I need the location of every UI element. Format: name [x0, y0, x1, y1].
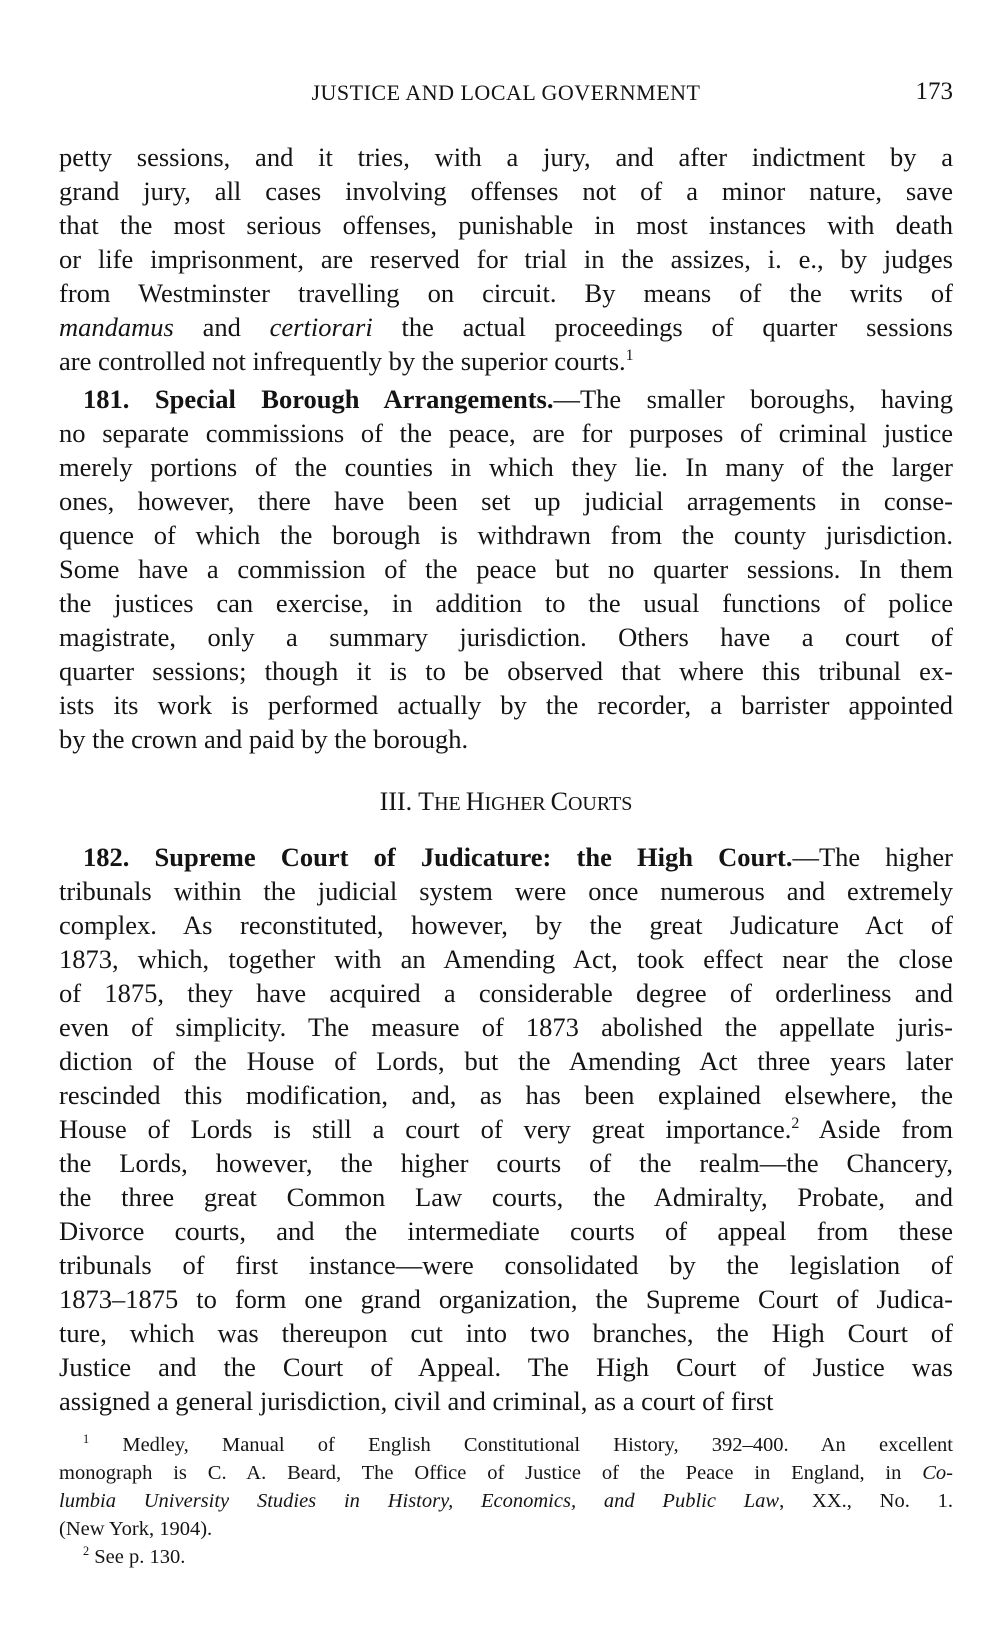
text-line	[59, 976, 953, 1010]
text-segment: even of simplicity. The measure of 1873 abolished the appellate juris-	[59, 1012, 953, 1042]
text-segment: (New York, 1904).	[59, 1518, 213, 1540]
text-line	[59, 942, 953, 976]
text-line	[59, 1146, 953, 1180]
text-line	[59, 908, 953, 942]
text-segment: Divorce courts, and the intermediate courts of appeal from these	[59, 1216, 953, 1246]
text-line	[59, 344, 953, 378]
text-segment: ists its work is performed actually by the recorder, a barrister appointed	[59, 690, 953, 720]
text-segment: grand jury, all cases involving offenses not of a minor nature, save	[59, 176, 953, 206]
text-segment: the justices can exercise, in addition to the usual functions of police	[59, 588, 953, 618]
text-line	[59, 382, 953, 416]
text-line	[59, 840, 953, 874]
heading-text: OURTS	[567, 793, 633, 815]
footnote-ref: 2	[83, 1544, 90, 1559]
text-segment: 1873–1875 to form one grand organization, the Supreme Court of Judica-	[59, 1284, 953, 1314]
heading-text: H	[465, 787, 485, 816]
text-segment: Justice and the Court of Appeal. The High Court of Justice was	[59, 1352, 953, 1382]
text-line	[59, 518, 953, 552]
text-line	[59, 174, 953, 208]
text-segment: petty sessions, and it tries, with a jury, and after indictment by a	[59, 142, 953, 172]
text-segment: or life imprisonment, are reserved for trial in the assizes, i. e., by judges	[59, 244, 953, 274]
text-segment: rescinded this modification, and, as has been explained elsewhere, the	[59, 1080, 953, 1110]
text-line	[59, 208, 953, 242]
text-segment: are controlled not infrequently by the superior courts.	[59, 346, 626, 376]
text-line	[59, 1316, 953, 1350]
italic-text: mandamus	[59, 312, 174, 342]
text-line	[59, 276, 953, 310]
text-segment: —The higher	[792, 842, 953, 872]
text-line	[59, 1078, 953, 1112]
text-segment: Aside from	[799, 1114, 953, 1144]
heading-text: T	[418, 787, 435, 816]
text-segment: quarter sessions; though it is to be observed that where this tribunal ex-	[59, 656, 953, 686]
text-segment: merely portions of the counties in which they lie. In many of the larger	[59, 452, 953, 482]
text-line	[59, 416, 953, 450]
text-segment: tribunals within the judicial system were once numerous and extremely	[59, 876, 953, 906]
text-segment: quence of which the borough is withdrawn from the county jurisdiction.	[59, 520, 953, 550]
footnote-ref: 2	[791, 1115, 800, 1133]
text-segment: See p. 130.	[89, 1546, 186, 1568]
text-segment: complex. As reconstituted, however, by the great Judicature Act of	[59, 910, 953, 940]
text-segment: assigned a general jurisdiction, civil and criminal, as a court of first	[59, 1386, 774, 1416]
text-segment: Some have a commission of the peace but no quarter sessions. In them	[59, 554, 953, 584]
text-segment: the three great Common Law courts, the Admiralty, Probate, and	[59, 1182, 953, 1212]
text-line	[59, 1180, 953, 1214]
text-segment: the actual proceedings of quarter sessions	[372, 312, 953, 342]
text-segment: —The smaller boroughs, having	[553, 384, 953, 414]
text-segment: monograph is C. A. Beard, The Office of Justice of the Peace in England, in	[59, 1462, 923, 1484]
text-line	[59, 1350, 953, 1384]
text-line	[59, 586, 953, 620]
page-number: 173	[915, 78, 953, 105]
italic-text: lumbia University Studies in History, Economics, and Public Law	[59, 1490, 780, 1512]
text-line	[59, 722, 953, 756]
text-line	[59, 620, 953, 654]
text-segment: magistrate, only a summary jurisdiction. Others have a court of	[59, 622, 953, 652]
italic-text: Co-	[922, 1462, 953, 1484]
text-segment: Medley, Manual of English Constitutional History, 392–400. An excellent	[89, 1434, 953, 1456]
text-line	[59, 1248, 953, 1282]
text-line	[59, 1282, 953, 1316]
text-line	[59, 874, 953, 908]
text-line	[59, 484, 953, 518]
text-segment: the Lords, however, the higher courts of the realm—the Chancery,	[59, 1148, 953, 1178]
text-line	[59, 450, 953, 484]
heading-text: C	[550, 787, 568, 816]
text-line	[59, 242, 953, 276]
running-header	[59, 76, 953, 110]
italic-text: certiorari	[269, 312, 373, 342]
text-line	[59, 1044, 953, 1078]
paragraph-title: 181. Special Borough Arrangements.	[83, 384, 554, 414]
text-segment: , XX., No. 1.	[779, 1490, 953, 1512]
text-segment: and	[173, 312, 270, 342]
text-line	[59, 1010, 953, 1044]
footnote-line	[59, 1459, 953, 1487]
paragraph-title: 182. Supreme Court of Judicature: the High Court.	[83, 842, 793, 872]
text-line	[59, 654, 953, 688]
heading-text: IGHER	[484, 793, 551, 815]
text-line	[59, 552, 953, 586]
text-segment: of 1875, they have acquired a considerable degree of orderliness and	[59, 978, 953, 1008]
footnote-ref: 1	[83, 1432, 90, 1447]
text-line	[59, 688, 953, 722]
footnote-line	[59, 1487, 953, 1515]
text-line	[59, 1214, 953, 1248]
text-segment: no separate commissions of the peace, are for purposes of criminal justice	[59, 418, 953, 448]
footnote-line	[59, 1515, 953, 1543]
text-segment: tribunals of first instance—were consolidated by the legislation of	[59, 1250, 953, 1280]
text-line	[59, 140, 953, 174]
section-heading	[59, 785, 953, 821]
running-title: JUSTICE AND LOCAL GOVERNMENT	[311, 80, 701, 105]
footnote-line	[59, 1431, 953, 1459]
text-segment: by the crown and paid by the borough.	[59, 724, 469, 754]
text-segment: House of Lords is still a court of very great importance.	[59, 1114, 792, 1144]
footnote-line	[59, 1543, 953, 1571]
text-segment: ones, however, there have been set up judicial arragements in conse-	[59, 486, 953, 516]
text-segment: diction of the House of Lords, but the Amending Act three years later	[59, 1046, 953, 1076]
heading-text: HE	[434, 793, 466, 815]
text-segment: ture, which was thereupon cut into two branches, the High Court of	[59, 1318, 953, 1348]
text-segment: from Westminster travelling on circuit. By means of the writs of	[59, 278, 953, 308]
text-line	[59, 310, 953, 344]
text-line	[59, 1112, 953, 1146]
text-line	[59, 1384, 953, 1418]
text-segment: 1873, which, together with an Amending Act, took effect near the close	[59, 944, 953, 974]
heading-numeral: III.	[379, 787, 419, 816]
footnote-ref: 1	[625, 347, 634, 365]
text-segment: that the most serious offenses, punishable in most instances with death	[59, 210, 953, 240]
